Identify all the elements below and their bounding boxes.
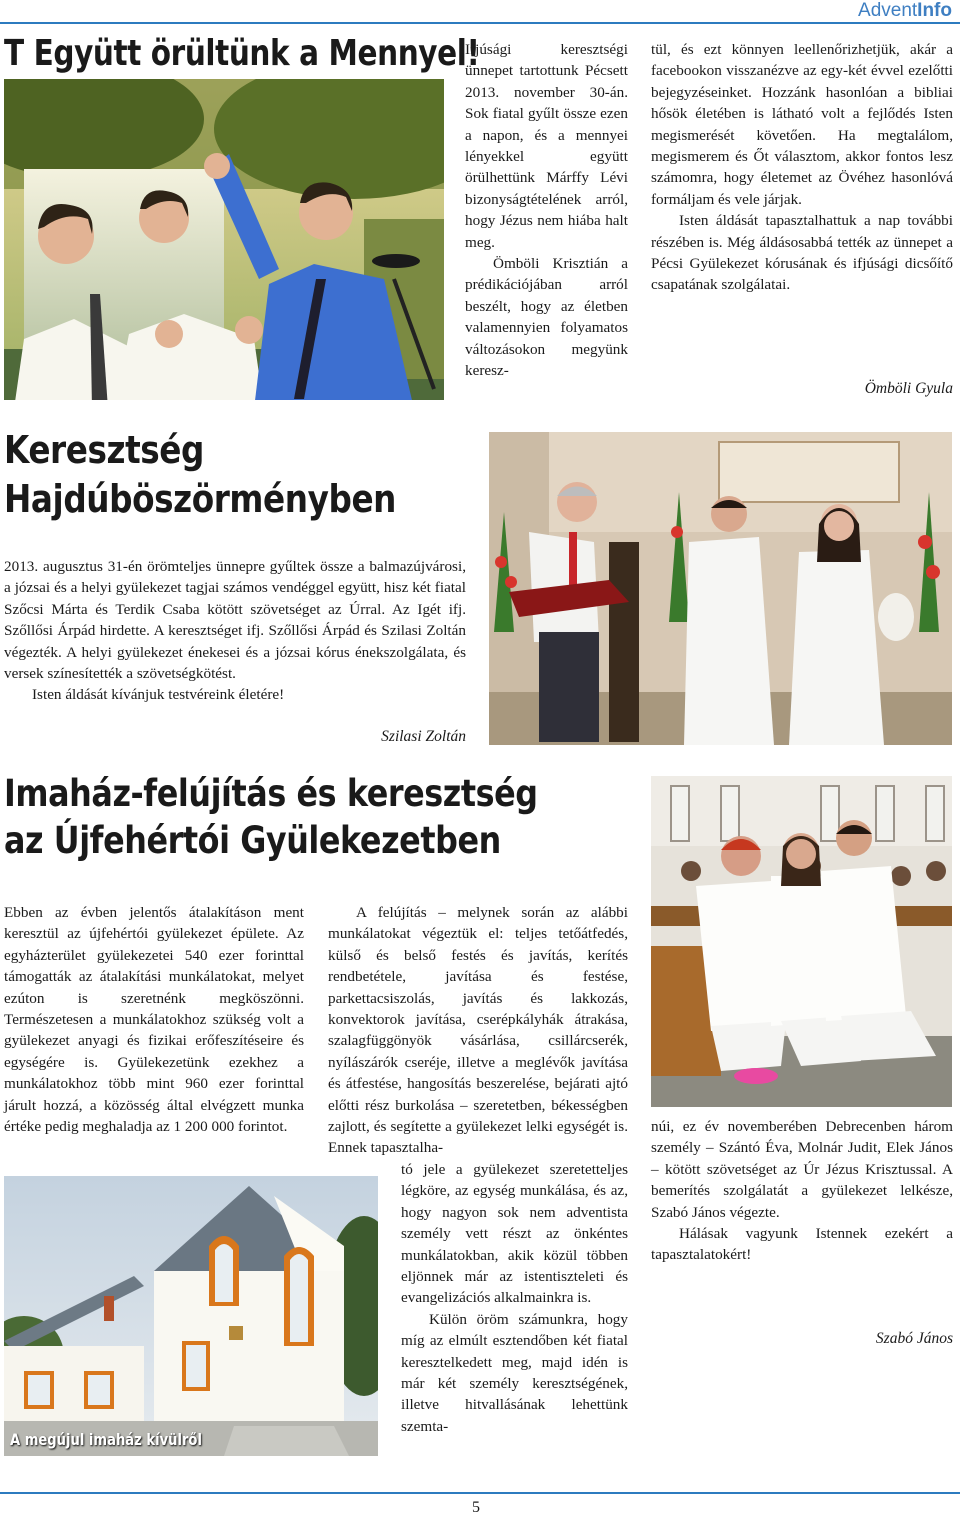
article3-col3-para2: Hálásak vagyunk Istennek ezekért a tapasztalatokért! <box>651 1225 953 1264</box>
article3-signature: Szabó János <box>875 1330 953 1347</box>
footer-rule <box>0 1492 960 1494</box>
article1-column2 <box>651 39 953 296</box>
article1-col2-para2: Isten áldását tapasztalhattuk a nap további részében is. Még áldásosabbá tették az ünnepet a Pécsi Gyülekezet kórusának és ifjúsági dicsőítő csapatának szolgálatai. <box>651 212 953 294</box>
logo-part-info: Info <box>917 0 952 21</box>
article3-title-line2: az Újfehértói Gyülekezetben <box>4 819 501 862</box>
article3-photo-baptized-people <box>651 776 952 1107</box>
article2-title-line1: Keresztség <box>4 428 205 472</box>
article3-title-line1: Imaház-felújítás és keresztség <box>4 772 538 815</box>
article3-col1-para1: Ebben az évben jelentős átalakításon ment keresztül az újfehértói gyülekezet épülete. Az egyházterület gyülekezetei 540 ezer forinttal támogatták az átalakítási munkálatokat, melyet ezúton is szeretnénk megköszönni. Természetesen a munkálatokhoz szükség volt a gyülekezet anyagi és fizikai erőfeszítéseire és egységére is. Gyülekezetünk ezekhez a munkálatokhoz több mint 960 ezer forinttal járult hozzá, a közösség által elvégzett munka értéke pedig meghaladja az 1 200 000 forintot. <box>4 904 304 1136</box>
article2-title <box>4 426 396 524</box>
article1-title-prefix: T <box>4 33 24 74</box>
article2-title-line2: Hajdúböszörményben <box>4 477 397 521</box>
article3-col2-para1: A felújítás – melynek során az alábbi munkálatokat végeztük el: teljes tetőátfedés, külső és belső festés és javítás, kerítés rendbetétele, javítása és festése, parkettacsiszolás, javítás és lakkozás, konvektorok javítása, cserépkályhák átrakása, szalagfüggönyök vásárlása, csillárcserék, nyílászárók cseréje, illetve a meglévők javítása és átfestése, hangosítás beszerelése, bejárati ajtó előtti rész burkolása – szeretetben, békességben zajlott, és segítette a gyülekezet lelki egységét is. Ennek tapasztalha- <box>328 904 628 1157</box>
article1-column1 <box>465 39 628 382</box>
article3-col3-para1: núi, ez év novemberében Debrecenben három személy – Szántó Éva, Molnár Judit, Elek János – kötött szövetséget az Úr Jézus Krisztussal. A bemerítés szolgálatát a gyülekezet lelkésze, Szabó János végezte. <box>651 1118 953 1221</box>
article1-title-text: Együtt örültünk a Mennyel! <box>33 33 480 74</box>
logo-part-advent: Advent <box>858 0 918 21</box>
page-number: 5 <box>472 1499 480 1516</box>
article3-column2-bottom <box>401 1159 628 1437</box>
article3-column3 <box>651 1116 953 1266</box>
article1-signature: Ömböli Gyula <box>864 380 953 397</box>
article3-column1 <box>4 902 304 1137</box>
article2-para1: 2013. augusztus 31-én örömteljes ünnepre gyűltek össze a balmazújvárosi, a józsai és a helyi gyülekezet tagjai számos vendéggel együtt, hisz két fiatal Szőcsi Márta és Terdik Csaba kötött szövetséget az Úrral. Az Igét ifj. Szőllősi Árpád hirdette. A keresztséget ifj. Szőllősi Árpád és Szilasi Zoltán végezték. A helyi gyülekezet énekesei és a józsai kórus énekszolgálata, és versek színesítették a szövetségkötést. <box>4 558 466 683</box>
adventinfo-logo <box>858 0 952 22</box>
article1-photo-baptism <box>4 79 444 400</box>
article2-photo-baptism-candidates <box>489 432 952 745</box>
article1-title <box>4 32 480 76</box>
header-rule <box>0 22 960 24</box>
article1-col2-para1: tül, és ezt könnyen leellenőrizhetjük, akár a facebookon visszanézve az egy-két évvel ezelőtti bejegyzéseinket. Hozzánk hasonlóan a bibliai hősök életében is látható volt a fejlődés Isten megismerését követően. Ha megtalálom, megismerem és Őt választom, akkor fontos lesz számomra, hogy életemet az Övéhez hasonlóvá formáljam és vele járjak. <box>651 41 953 208</box>
article2-signature: Szilasi Zoltán <box>381 728 466 745</box>
article2-para2: Isten áldását kívánjuk testvéreink életére! <box>32 686 285 704</box>
article3-column2-top <box>328 902 628 1159</box>
article1-col1-para2: Ömböli Krisztián a prédikációjában arról beszélt, hogy az életben valamennyien folyamatos változásokon megyünk keresz- <box>465 255 628 380</box>
article3-photo-church-exterior <box>4 1176 378 1456</box>
article3-col2-para2: tó jele a gyülekezet szeretetteljes légköre, az egység munkálása, és az, hogy nagyon sok nem adventista személy vett részt az önkéntes munkálatokban, akik közül többen eljönnek már az istentiszteleti és evangelizációs alkalmainkra is. <box>401 1161 628 1307</box>
article3-title <box>4 770 538 864</box>
article3-col2-para3: Külön öröm számunkra, hogy míg az elmúlt esztendőben két fiatal keresztelkedett meg, majd idén is már két személy keresztségének, illetve hitvallásának lehettünk szemta- <box>401 1310 628 1435</box>
article2-body <box>4 556 466 706</box>
church-photo-caption: A megújul imaház kívülről <box>10 1430 202 1449</box>
article1-col1-para1: Ifjúsági keresztségi ünnepet tartottunk Pécsett 2013. november 30-án. Sok fiatal gyűlt össze ezen a napon, és a mennyei lényekkel együtt örülhettünk Márffy Lévi bizonyságtételének arról, hogy Jézus nem hiába halt meg. <box>465 41 628 251</box>
